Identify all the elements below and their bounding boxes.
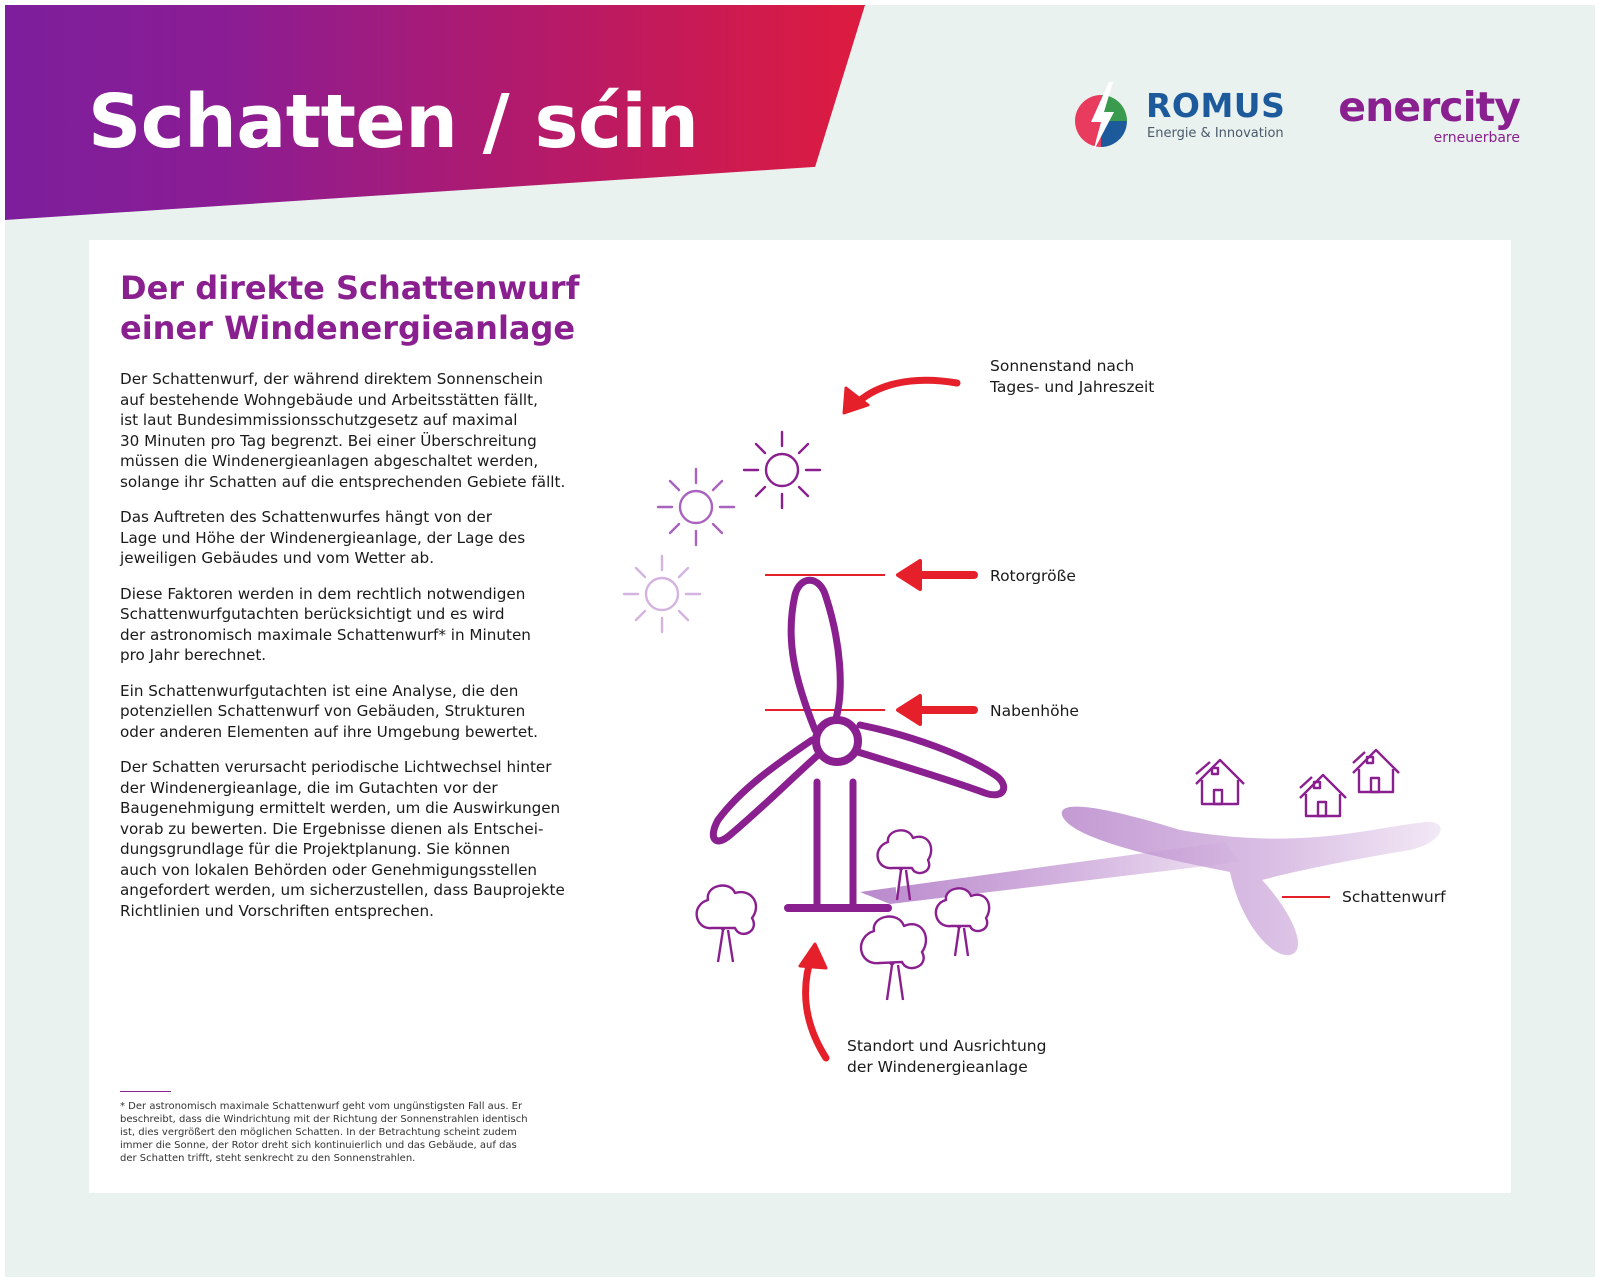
tree-icon (936, 888, 989, 956)
arrow-icon (800, 944, 826, 1058)
label-shadow: Schattenwurf (1342, 888, 1446, 906)
romus-name: ROMUS (1146, 86, 1286, 125)
arrow-icon (898, 561, 974, 589)
paragraph: Der Schattenwurf, der während direktem Sonnenschein auf bestehende Wohngebäude und Arbeitsstätten fällt, ist laut Bundesimmissionsschutzgesetz auf maximal 30 Minuten pro Tag begrenzt. Bei einer Überschreitung müssen die Windenergieanlagen abgeschaltet werden, solange ihr Schatten auf die entsprechenden Gebiete fällt. (120, 370, 566, 491)
enercity-tagline: erneuerbare (1433, 130, 1520, 146)
page-title: Schatten / sćin (88, 79, 699, 165)
paragraph: Der Schatten verursacht periodische Lichtwechsel hinter der Windenergieanlage, die im Gutachten vor der Baugenehmigung ermittelt werden, um die Auswirkungen vorab zu bewerten. Die Ergebnisse dienen als Entschei- dungsgrundlage für die Projektplanung. Sie können auch von lokalen Behörden oder Genehmigungsstellen angefordert werden, um sicherzustellen, dass Bauprojekte Richtlinien und Vorschriften entsprechen. (120, 758, 565, 920)
enercity-name: enercity (1338, 83, 1520, 131)
house-icon (1300, 775, 1346, 816)
house-icon (1353, 750, 1399, 792)
label-rotor-size: Rotorgröße (990, 567, 1076, 585)
tree-icon (697, 886, 756, 962)
label-location: Standort und Ausrichtung der Windenergieanlage (847, 1037, 1047, 1076)
wind-turbine-icon (713, 580, 1003, 908)
arrow-icon (898, 696, 974, 724)
sun-icon (658, 469, 734, 545)
label-sun-position: Sonnenstand nach Tages- und Jahreszeit (990, 357, 1155, 396)
section-title: Der direkte Schattenwurf einer Windenergieanlage (120, 269, 580, 347)
footnote: * Der astronomisch maximale Schattenwurf geht vom ungünstigsten Fall aus. Er beschreibt, dass die Windrichtung mit der Richtung der Sonnenstrahlen identisch ist, dies vergrößert den möglichen Schatten. In der Betrachtung scheint zudem immer die Sonne, der Rotor dreht sich kontinuierlich und das Gebäude, auf das der Schatten trifft, steht senkrecht zu den Sonnenstrahlen. (120, 1101, 528, 1164)
house-icon (1196, 760, 1244, 804)
romus-tagline: Energie & Innovation (1147, 126, 1284, 141)
tree-icon (861, 917, 926, 1000)
sun-icon (744, 432, 820, 508)
arrow-icon (855, 380, 957, 405)
paragraph: Ein Schattenwurfgutachten ist eine Analyse, die den potenziellen Schattenwurf von Gebäuden, Strukturen oder anderen Elementen auf ihre Umgebung bewertet. (120, 681, 539, 741)
shadow-cast (860, 807, 1441, 956)
sun-icon (624, 556, 700, 632)
paragraph: Diese Faktoren werden in dem rechtlich notwendigen Schattenwurfgutachten berücksichtigt und es wird der astronomisch maximale Schattenwurf* in Minuten pro Jahr berechnet. (120, 584, 531, 664)
arrow-head (844, 388, 868, 413)
label-hub-height: Nabenhöhe (990, 702, 1079, 720)
paragraph: Das Auftreten des Schattenwurfes hängt von der Lage und Höhe der Windenergieanlage, der Lage des jeweiligen Gebäudes und vom Wetter ab. (120, 508, 526, 567)
